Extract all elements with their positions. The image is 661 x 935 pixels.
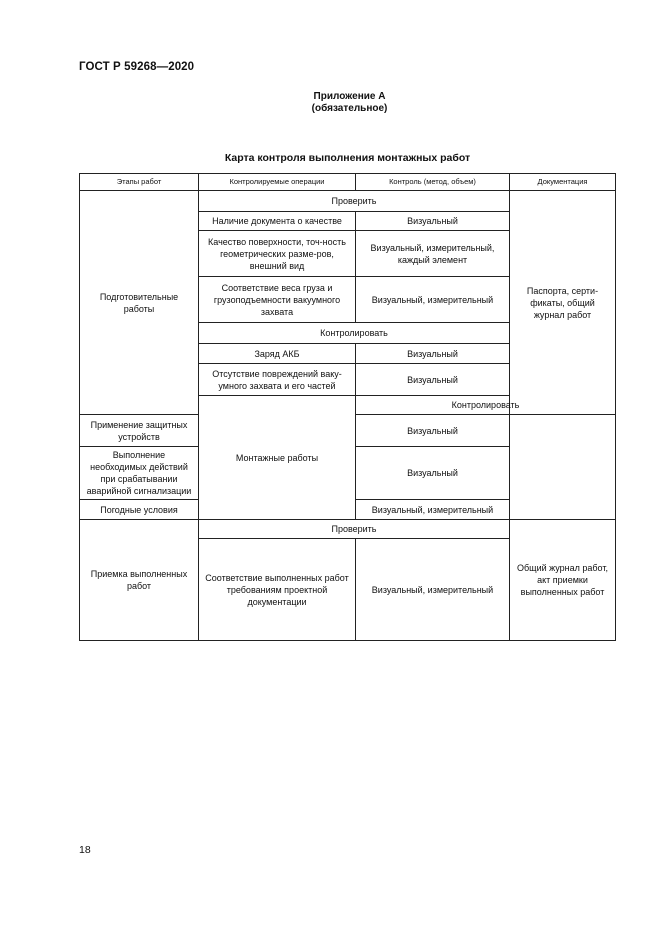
annex-status: (обязательное) [311,103,388,114]
control-cell: Визуальный [356,344,510,364]
control-cell: Визуальный [356,415,510,447]
annex-title: Приложение А [313,91,386,102]
operation-cell: Заряд АКБ [199,344,356,364]
table-row [80,520,616,539]
control-cell: Визуальный, измерительный [356,277,510,323]
operation-cell: Выполнение необходимых действий при срабатывании аварийной сигнализации [80,447,199,500]
operation-cell: Наличие документа о качестве [199,212,356,231]
stage-cell: Монтажные работы [199,396,356,520]
operation-cell: Качество поверхности, точ-ность геометрических разме-ров, внешний вид [199,231,356,277]
column-header-stage: Этапы работ [80,174,199,191]
table-title: Карта контроля выполнения монтажных работ [224,152,471,164]
documentation-cell: Паспорта, серти-фикаты, общий журнал работ [510,191,616,415]
control-cell: Визуальный [356,364,510,396]
table-row [80,191,616,212]
column-header-documentation: Документация [510,174,616,191]
control-map-table [79,173,616,641]
action-cell: Контролировать [356,396,616,415]
document-code: ГОСТ Р 59268—2020 [79,61,195,73]
operation-cell: Соответствие веса груза и грузоподъемности вакуумного захвата [199,277,356,323]
control-cell: Визуальный [356,447,510,500]
action-cell: Проверить [199,520,510,539]
stage-cell: Подготовительные работы [80,191,199,415]
control-cell: Визуальный, измерительный [356,539,510,641]
operation-cell: Соответствие выполненных работ требованиям проектной документации [199,539,356,641]
action-cell: Контролировать [199,323,510,344]
control-cell: Визуальный, измерительный, каждый элемент [356,231,510,277]
stage-cell: Приемка выполненных работ [80,520,199,641]
table-header-row [80,174,616,191]
column-header-control: Контроль (метод, объем) [356,174,510,191]
page-number: 18 [79,844,91,856]
operation-cell: Отсутствие повреждений ваку-умного захвата и его частей [199,364,356,396]
operation-cell: Погодные условия [80,500,199,520]
operation-cell: Применение защитных устройств [80,415,199,447]
control-cell: Визуальный, измерительный [356,500,510,520]
annex-heading [0,91,661,115]
control-cell: Визуальный [356,212,510,231]
documentation-cell: Общий журнал работ, акт приемки выполненных работ [510,520,616,641]
column-header-operations: Контролируемые операции [199,174,356,191]
action-cell: Проверить [199,191,510,212]
